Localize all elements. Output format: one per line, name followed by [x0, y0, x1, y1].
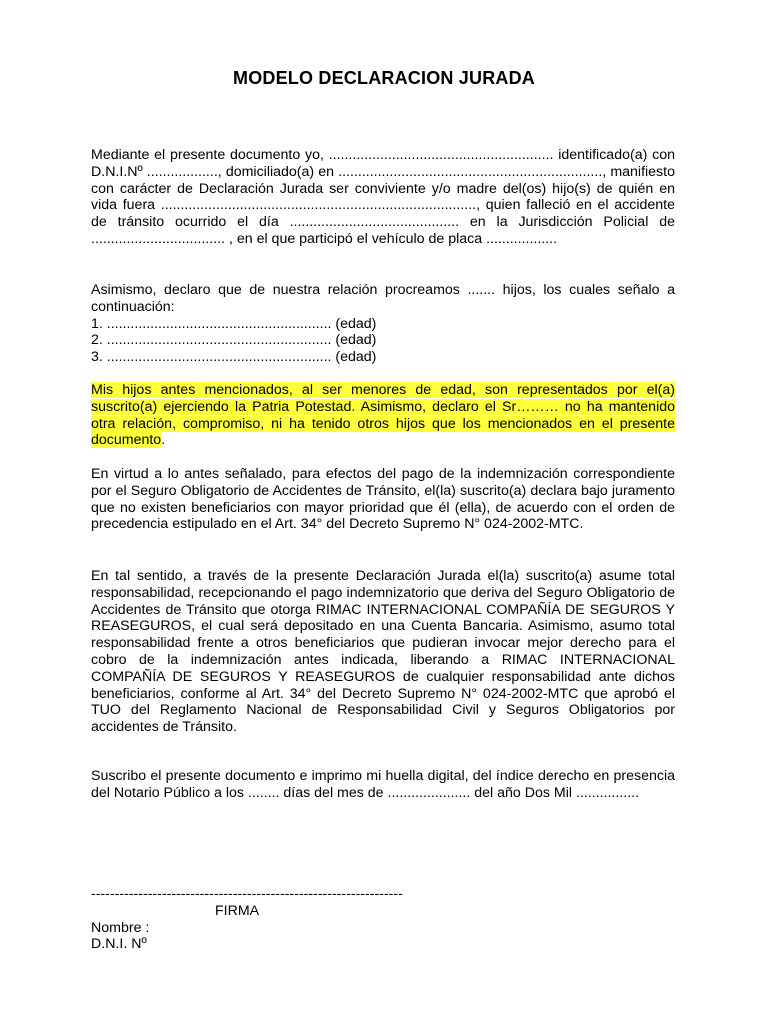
declaration-text: Mediante el presente documento yo, ......................................................... identificado(a) con D.N.I.Nº .................., domiciliado(a) en ..................................................................., manifiesto con carácter de Declaración Jurada ser conviviente y/o madre del(os) hijo(s) de quién en vida fuera ................................................................................, quien falleció en el accidente de tránsito ocurrido el día ........................................... en la Jurisdicción Policial de .................................. , en el que participó el vehículo de placa .................. [91, 147, 675, 247]
beneficiaries-paragraph [91, 466, 675, 533]
responsibility-paragraph [91, 568, 675, 736]
custody-text [91, 382, 675, 449]
responsibility-text: En tal sentido, a través de la presente Declaración Jurada el(la) suscrito(a) asume total responsabilidad, recepcionando el pago indemnizatorio que deriva del Seguro Obligatorio de Accidentes de Tránsito que otorga RIMAC INTERNACIONAL COMPAÑÍA DE SEGUROS Y REASEGUROS, el cual será depositado en una Cuenta Bancaria. Asimismo, asumo total responsabilidad frente a otros beneficiarios que pudieran invocar mejor derecho para el cobro de la indemnización antes indicada, liberando a RIMAC INTERNACIONAL COMPAÑÍA DE SEGUROS Y REASEGUROS de cualquier responsabilidad ante dichos beneficiarios, conforme al Art. 34° del Decreto Supremo N° 024-2002-MTC que aprobó el TUO del Reglamento Nacional de Responsabilidad Civil y Seguros Obligatorios por accidentes de Tránsito. [91, 568, 675, 736]
name-label: Nombre : [91, 919, 150, 936]
document-title: MODELO DECLARACION JURADA [233, 68, 535, 88]
highlighted-text: Mis hijos antes mencionados, al ser menores de edad, son representados por el(a) suscrito(a) ejerciendo la Patria Potestad. Asimismo, declaro el Sr……… no ha mantenido otra relación, compromiso, ni ha tenido otros hijos que los mencionados en el presente documento [91, 382, 675, 449]
child-entry: 1. ......................................................... (edad) [91, 315, 377, 332]
signature-block [91, 886, 675, 953]
signing-paragraph [91, 768, 675, 802]
signature-label: FIRMA [215, 902, 260, 919]
children-intro-text: Asimismo, declaro que de nuestra relación procreamos ....... hijos, los cuales señalo a continuación: [91, 282, 675, 315]
child-entry: 3. ......................................................... (edad) [91, 349, 377, 366]
custody-text-end: . [161, 432, 166, 449]
children-section [91, 282, 675, 366]
beneficiaries-text: En virtud a lo antes señalado, para efectos del pago de la indemnización correspondiente por el Seguro Obligatorio de Accidentes de Tránsito, el(la) suscrito(a) declara bajo juramento que no existen beneficiarios con mayor prioridad que él (ella), de acuerdo con el orden de precedencia estipulado en el Art. 34° del Decreto Supremo N° 024-2002-MTC. [91, 466, 675, 533]
signature-line: ------------------------------------------------------------------ [91, 886, 403, 902]
declaration-paragraph [91, 147, 675, 248]
signing-text: Suscribo el presente documento e imprimo mi huella digital, del índice derecho en presencia del Notario Público a los ........ días del mes de ..................... del año Dos Mil ................ [91, 768, 675, 801]
custody-paragraph [91, 382, 675, 449]
children-list [91, 316, 675, 366]
child-entry: 2. ......................................................... (edad) [91, 332, 377, 349]
dni-label: D.N.I. Nº [91, 936, 147, 953]
